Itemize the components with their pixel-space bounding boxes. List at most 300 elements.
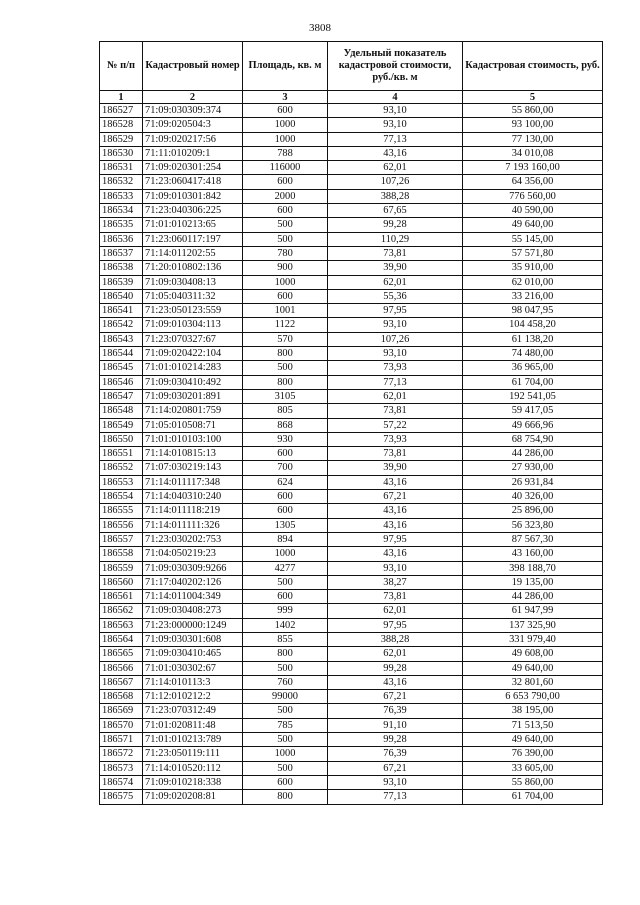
row-number-cell: 186530 <box>100 146 143 160</box>
cadastral-cost-cell: 40 326,00 <box>463 490 603 504</box>
area-cell: 1122 <box>243 318 328 332</box>
table-row <box>100 704 603 718</box>
table-row <box>100 490 603 504</box>
row-number-cell: 186531 <box>100 161 143 175</box>
unit-rate-cell: 55,36 <box>328 289 463 303</box>
area-cell: 868 <box>243 418 328 432</box>
cadastral-number-cell: 71:09:030410:492 <box>143 375 243 389</box>
row-number-cell: 186570 <box>100 718 143 732</box>
table-row <box>100 561 603 575</box>
row-number-cell: 186556 <box>100 518 143 532</box>
cadastral-cost-cell: 776 560,00 <box>463 189 603 203</box>
cadastral-cost-cell: 33 605,00 <box>463 761 603 775</box>
row-number-cell: 186559 <box>100 561 143 575</box>
row-number-cell: 186574 <box>100 775 143 789</box>
area-cell: 500 <box>243 218 328 232</box>
cadastral-cost-cell: 44 286,00 <box>463 447 603 461</box>
cadastral-number-cell: 71:01:010214:283 <box>143 361 243 375</box>
table-row <box>100 618 603 632</box>
table-row <box>100 261 603 275</box>
column-number: 5 <box>463 91 603 104</box>
area-cell: 500 <box>243 232 328 246</box>
unit-rate-cell: 93,10 <box>328 347 463 361</box>
cadastral-number-cell: 71:14:011117:348 <box>143 475 243 489</box>
unit-rate-cell: 62,01 <box>328 647 463 661</box>
unit-rate-cell: 62,01 <box>328 389 463 403</box>
cadastral-number-cell: 71:23:040306:225 <box>143 204 243 218</box>
area-cell: 1305 <box>243 518 328 532</box>
table-row <box>100 547 603 561</box>
area-cell: 930 <box>243 432 328 446</box>
table-row <box>100 375 603 389</box>
cadastral-cost-cell: 76 390,00 <box>463 747 603 761</box>
cadastral-number-cell: 71:09:010301:842 <box>143 189 243 203</box>
area-cell: 500 <box>243 733 328 747</box>
cadastral-cost-cell: 137 325,90 <box>463 618 603 632</box>
table-row <box>100 318 603 332</box>
row-number-cell: 186557 <box>100 532 143 546</box>
unit-rate-cell: 97,95 <box>328 532 463 546</box>
cadastral-cost-cell: 74 480,00 <box>463 347 603 361</box>
area-cell: 500 <box>243 361 328 375</box>
unit-rate-cell: 99,28 <box>328 661 463 675</box>
row-number-cell: 186528 <box>100 118 143 132</box>
cadastral-cost-cell: 331 979,40 <box>463 632 603 646</box>
unit-rate-cell: 67,21 <box>328 490 463 504</box>
row-number-cell: 186568 <box>100 690 143 704</box>
row-number-cell: 186534 <box>100 204 143 218</box>
cadastral-cost-cell: 36 965,00 <box>463 361 603 375</box>
table-row <box>100 189 603 203</box>
row-number-cell: 186541 <box>100 304 143 318</box>
table-row <box>100 690 603 704</box>
unit-rate-cell: 39,90 <box>328 461 463 475</box>
cadastral-cost-cell: 64 356,00 <box>463 175 603 189</box>
cadastral-cost-cell: 26 931,84 <box>463 475 603 489</box>
row-number-cell: 186561 <box>100 590 143 604</box>
table-row <box>100 647 603 661</box>
row-number-cell: 186539 <box>100 275 143 289</box>
table-row <box>100 518 603 532</box>
area-cell: 500 <box>243 661 328 675</box>
row-number-cell: 186573 <box>100 761 143 775</box>
cadastral-cost-cell: 55 860,00 <box>463 775 603 789</box>
row-number-cell: 186566 <box>100 661 143 675</box>
area-cell: 600 <box>243 504 328 518</box>
unit-rate-cell: 93,10 <box>328 775 463 789</box>
row-number-cell: 186540 <box>100 289 143 303</box>
table-row <box>100 146 603 160</box>
unit-rate-cell: 97,95 <box>328 304 463 318</box>
unit-rate-cell: 91,10 <box>328 718 463 732</box>
cadastral-number-cell: 71:14:011004:349 <box>143 590 243 604</box>
table-row <box>100 404 603 418</box>
row-number-cell: 186537 <box>100 246 143 260</box>
table-row <box>100 232 603 246</box>
unit-rate-cell: 39,90 <box>328 261 463 275</box>
area-cell: 600 <box>243 590 328 604</box>
area-cell: 1000 <box>243 132 328 146</box>
table-row <box>100 175 603 189</box>
table-row <box>100 389 603 403</box>
cadastral-cost-cell: 61 947,99 <box>463 604 603 618</box>
unit-rate-cell: 73,93 <box>328 432 463 446</box>
table-row <box>100 718 603 732</box>
row-number-cell: 186543 <box>100 332 143 346</box>
row-number-cell: 186563 <box>100 618 143 632</box>
row-number-cell: 186575 <box>100 790 143 804</box>
table-row <box>100 275 603 289</box>
table-row <box>100 461 603 475</box>
cadastral-number-cell: 71:23:070327:67 <box>143 332 243 346</box>
cadastral-number-cell: 71:09:010218:338 <box>143 775 243 789</box>
table-row <box>100 661 603 675</box>
column-number: 1 <box>100 91 143 104</box>
cadastral-cost-cell: 55 860,00 <box>463 104 603 118</box>
cadastral-number-cell: 71:05:040311:32 <box>143 289 243 303</box>
cadastral-number-cell: 71:04:050219:23 <box>143 547 243 561</box>
row-number-cell: 186554 <box>100 490 143 504</box>
cadastral-cost-cell: 55 145,00 <box>463 232 603 246</box>
cadastral-value-table <box>99 41 603 805</box>
unit-rate-cell: 388,28 <box>328 189 463 203</box>
cadastral-number-cell: 71:09:030201:891 <box>143 389 243 403</box>
unit-rate-cell: 93,10 <box>328 104 463 118</box>
header-cadastral-number: Кадастровый номер <box>143 42 243 91</box>
table-row <box>100 747 603 761</box>
cadastral-number-cell: 71:11:010209:1 <box>143 146 243 160</box>
unit-rate-cell: 73,81 <box>328 246 463 260</box>
area-cell: 600 <box>243 490 328 504</box>
cadastral-number-cell: 71:14:011202:55 <box>143 246 243 260</box>
cadastral-number-cell: 71:14:010520:112 <box>143 761 243 775</box>
area-cell: 600 <box>243 175 328 189</box>
table-row <box>100 632 603 646</box>
unit-rate-cell: 43,16 <box>328 146 463 160</box>
row-number-cell: 186565 <box>100 647 143 661</box>
cadastral-cost-cell: 49 666,96 <box>463 418 603 432</box>
unit-rate-cell: 43,16 <box>328 547 463 561</box>
area-cell: 800 <box>243 347 328 361</box>
cadastral-number-cell: 71:14:020801:759 <box>143 404 243 418</box>
area-cell: 1000 <box>243 547 328 561</box>
unit-rate-cell: 73,93 <box>328 361 463 375</box>
table-row <box>100 204 603 218</box>
cadastral-cost-cell: 7 193 160,00 <box>463 161 603 175</box>
cadastral-number-cell: 71:09:030309:374 <box>143 104 243 118</box>
cadastral-cost-cell: 77 130,00 <box>463 132 603 146</box>
table-row <box>100 675 603 689</box>
area-cell: 800 <box>243 647 328 661</box>
row-number-cell: 186558 <box>100 547 143 561</box>
unit-rate-cell: 38,27 <box>328 575 463 589</box>
header-cadastral-cost: Кадастровая стоимость, руб. <box>463 42 603 91</box>
row-number-cell: 186529 <box>100 132 143 146</box>
unit-rate-cell: 99,28 <box>328 733 463 747</box>
cadastral-number-cell: 71:17:040202:126 <box>143 575 243 589</box>
area-cell: 999 <box>243 604 328 618</box>
cadastral-number-cell: 71:23:050119:111 <box>143 747 243 761</box>
row-number-cell: 186527 <box>100 104 143 118</box>
cadastral-cost-cell: 61 138,20 <box>463 332 603 346</box>
row-number-cell: 186555 <box>100 504 143 518</box>
area-cell: 760 <box>243 675 328 689</box>
table-row <box>100 161 603 175</box>
area-cell: 3105 <box>243 389 328 403</box>
cadastral-cost-cell: 38 195,00 <box>463 704 603 718</box>
column-number: 2 <box>143 91 243 104</box>
unit-rate-cell: 107,26 <box>328 332 463 346</box>
table-row <box>100 289 603 303</box>
cadastral-number-cell: 71:01:030302:67 <box>143 661 243 675</box>
unit-rate-cell: 110,29 <box>328 232 463 246</box>
cadastral-cost-cell: 56 323,80 <box>463 518 603 532</box>
unit-rate-cell: 77,13 <box>328 132 463 146</box>
table-row <box>100 118 603 132</box>
row-number-cell: 186544 <box>100 347 143 361</box>
cadastral-number-cell: 71:12:010212:2 <box>143 690 243 704</box>
cadastral-cost-cell: 61 704,00 <box>463 790 603 804</box>
area-cell: 4277 <box>243 561 328 575</box>
unit-rate-cell: 73,81 <box>328 447 463 461</box>
table-row <box>100 361 603 375</box>
row-number-cell: 186547 <box>100 389 143 403</box>
table-row <box>100 304 603 318</box>
cadastral-number-cell: 71:23:060417:418 <box>143 175 243 189</box>
area-cell: 894 <box>243 532 328 546</box>
cadastral-number-cell: 71:09:030309:9266 <box>143 561 243 575</box>
row-number-cell: 186549 <box>100 418 143 432</box>
row-number-cell: 186532 <box>100 175 143 189</box>
area-cell: 855 <box>243 632 328 646</box>
table-row <box>100 733 603 747</box>
unit-rate-cell: 67,21 <box>328 690 463 704</box>
cadastral-number-cell: 71:01:010103:100 <box>143 432 243 446</box>
cadastral-number-cell: 71:09:020504:3 <box>143 118 243 132</box>
cadastral-number-cell: 71:14:010815:13 <box>143 447 243 461</box>
row-number-cell: 186572 <box>100 747 143 761</box>
cadastral-number-cell: 71:07:030219:143 <box>143 461 243 475</box>
table-row <box>100 246 603 260</box>
area-cell: 116000 <box>243 161 328 175</box>
table-row <box>100 332 603 346</box>
cadastral-cost-cell: 49 640,00 <box>463 218 603 232</box>
column-number: 3 <box>243 91 328 104</box>
row-number-cell: 186545 <box>100 361 143 375</box>
area-cell: 600 <box>243 204 328 218</box>
cadastral-number-cell: 71:01:020811:48 <box>143 718 243 732</box>
cadastral-number-cell: 71:09:020217:56 <box>143 132 243 146</box>
row-number-cell: 186542 <box>100 318 143 332</box>
row-number-cell: 186538 <box>100 261 143 275</box>
unit-rate-cell: 76,39 <box>328 704 463 718</box>
header-row <box>100 42 603 91</box>
column-number: 4 <box>328 91 463 104</box>
row-number-cell: 186567 <box>100 675 143 689</box>
cadastral-cost-cell: 68 754,90 <box>463 432 603 446</box>
area-cell: 600 <box>243 289 328 303</box>
table-row <box>100 790 603 804</box>
cadastral-cost-cell: 71 513,50 <box>463 718 603 732</box>
row-number-cell: 186536 <box>100 232 143 246</box>
page-number: 3808 <box>309 22 331 34</box>
table-row <box>100 604 603 618</box>
cadastral-cost-cell: 104 458,20 <box>463 318 603 332</box>
cadastral-cost-cell: 32 801,60 <box>463 675 603 689</box>
area-cell: 800 <box>243 375 328 389</box>
cadastral-number-cell: 71:23:030202:753 <box>143 532 243 546</box>
area-cell: 99000 <box>243 690 328 704</box>
cadastral-number-cell: 71:09:030408:273 <box>143 604 243 618</box>
table-row <box>100 575 603 589</box>
cadastral-number-cell: 71:23:070312:49 <box>143 704 243 718</box>
unit-rate-cell: 107,26 <box>328 175 463 189</box>
cadastral-number-cell: 71:14:011111:326 <box>143 518 243 532</box>
row-number-cell: 186548 <box>100 404 143 418</box>
table-row <box>100 347 603 361</box>
unit-rate-cell: 43,16 <box>328 518 463 532</box>
unit-rate-cell: 67,65 <box>328 204 463 218</box>
table-row <box>100 504 603 518</box>
row-number-cell: 186535 <box>100 218 143 232</box>
cadastral-cost-cell: 57 571,80 <box>463 246 603 260</box>
cadastral-number-cell: 71:23:000000:1249 <box>143 618 243 632</box>
row-number-cell: 186550 <box>100 432 143 446</box>
table-row <box>100 132 603 146</box>
cadastral-cost-cell: 34 010,08 <box>463 146 603 160</box>
area-cell: 1000 <box>243 275 328 289</box>
table-body <box>100 104 603 805</box>
table-row <box>100 418 603 432</box>
cadastral-number-cell: 71:23:060117:197 <box>143 232 243 246</box>
cadastral-cost-cell: 43 160,00 <box>463 547 603 561</box>
cadastral-cost-cell: 40 590,00 <box>463 204 603 218</box>
cadastral-number-cell: 71:09:020422:104 <box>143 347 243 361</box>
cadastral-number-cell: 71:09:020208:81 <box>143 790 243 804</box>
row-number-cell: 186569 <box>100 704 143 718</box>
cadastral-number-cell: 71:14:040310:240 <box>143 490 243 504</box>
area-cell: 500 <box>243 704 328 718</box>
area-cell: 805 <box>243 404 328 418</box>
area-cell: 2000 <box>243 189 328 203</box>
unit-rate-cell: 73,81 <box>328 590 463 604</box>
header-number: № п/п <box>100 42 143 91</box>
area-cell: 900 <box>243 261 328 275</box>
area-cell: 570 <box>243 332 328 346</box>
row-number-cell: 186551 <box>100 447 143 461</box>
table-row <box>100 775 603 789</box>
cadastral-cost-cell: 19 135,00 <box>463 575 603 589</box>
area-cell: 624 <box>243 475 328 489</box>
cadastral-number-cell: 71:01:010213:65 <box>143 218 243 232</box>
row-number-cell: 186552 <box>100 461 143 475</box>
unit-rate-cell: 93,10 <box>328 318 463 332</box>
unit-rate-cell: 99,28 <box>328 218 463 232</box>
cadastral-cost-cell: 6 653 790,00 <box>463 690 603 704</box>
unit-rate-cell: 388,28 <box>328 632 463 646</box>
unit-rate-cell: 67,21 <box>328 761 463 775</box>
cadastral-number-cell: 71:09:030301:608 <box>143 632 243 646</box>
row-number-cell: 186546 <box>100 375 143 389</box>
area-cell: 1000 <box>243 118 328 132</box>
row-number-cell: 186562 <box>100 604 143 618</box>
unit-rate-cell: 76,39 <box>328 747 463 761</box>
unit-rate-cell: 43,16 <box>328 675 463 689</box>
cadastral-cost-cell: 398 188,70 <box>463 561 603 575</box>
cadastral-number-cell: 71:09:020301:254 <box>143 161 243 175</box>
unit-rate-cell: 62,01 <box>328 161 463 175</box>
cadastral-cost-cell: 49 640,00 <box>463 661 603 675</box>
cadastral-number-cell: 71:20:010802:136 <box>143 261 243 275</box>
cadastral-cost-cell: 87 567,30 <box>463 532 603 546</box>
unit-rate-cell: 43,16 <box>328 504 463 518</box>
area-cell: 500 <box>243 575 328 589</box>
cadastral-cost-cell: 35 910,00 <box>463 261 603 275</box>
header-area: Площадь, кв. м <box>243 42 328 91</box>
cadastral-cost-cell: 27 930,00 <box>463 461 603 475</box>
unit-rate-cell: 93,10 <box>328 561 463 575</box>
row-number-cell: 186533 <box>100 189 143 203</box>
row-number-cell: 186571 <box>100 733 143 747</box>
row-number-cell: 186564 <box>100 632 143 646</box>
cadastral-number-cell: 71:23:050123:559 <box>143 304 243 318</box>
unit-rate-cell: 62,01 <box>328 275 463 289</box>
unit-rate-cell: 77,13 <box>328 790 463 804</box>
table-row <box>100 475 603 489</box>
area-cell: 780 <box>243 246 328 260</box>
area-cell: 600 <box>243 775 328 789</box>
row-number-cell: 186553 <box>100 475 143 489</box>
table-row <box>100 761 603 775</box>
area-cell: 1001 <box>243 304 328 318</box>
area-cell: 800 <box>243 790 328 804</box>
unit-rate-cell: 57,22 <box>328 418 463 432</box>
unit-rate-cell: 73,81 <box>328 404 463 418</box>
cadastral-number-cell: 71:14:010113:3 <box>143 675 243 689</box>
row-number-cell: 186560 <box>100 575 143 589</box>
cadastral-number-cell: 71:14:011118:219 <box>143 504 243 518</box>
cadastral-number-cell: 71:09:030410:465 <box>143 647 243 661</box>
unit-rate-cell: 62,01 <box>328 604 463 618</box>
cadastral-cost-cell: 98 047,95 <box>463 304 603 318</box>
area-cell: 600 <box>243 447 328 461</box>
table-row <box>100 432 603 446</box>
cadastral-cost-cell: 59 417,05 <box>463 404 603 418</box>
cadastral-cost-cell: 62 010,00 <box>463 275 603 289</box>
area-cell: 788 <box>243 146 328 160</box>
cadastral-cost-cell: 61 704,00 <box>463 375 603 389</box>
cadastral-number-cell: 71:05:010508:71 <box>143 418 243 432</box>
table-row <box>100 532 603 546</box>
area-cell: 500 <box>243 761 328 775</box>
cadastral-cost-cell: 49 640,00 <box>463 733 603 747</box>
table-row <box>100 447 603 461</box>
unit-rate-cell: 77,13 <box>328 375 463 389</box>
area-cell: 785 <box>243 718 328 732</box>
cadastral-cost-cell: 25 896,00 <box>463 504 603 518</box>
unit-rate-cell: 93,10 <box>328 118 463 132</box>
cadastral-number-cell: 71:09:010304:113 <box>143 318 243 332</box>
column-number-row <box>100 91 603 104</box>
header-unit-rate: Удельный показатель кадастровой стоимости, руб./кв. м <box>328 42 463 91</box>
area-cell: 600 <box>243 104 328 118</box>
table-row <box>100 104 603 118</box>
cadastral-cost-cell: 33 216,00 <box>463 289 603 303</box>
cadastral-cost-cell: 93 100,00 <box>463 118 603 132</box>
cadastral-number-cell: 71:01:010213:789 <box>143 733 243 747</box>
cadastral-cost-cell: 49 608,00 <box>463 647 603 661</box>
unit-rate-cell: 97,95 <box>328 618 463 632</box>
